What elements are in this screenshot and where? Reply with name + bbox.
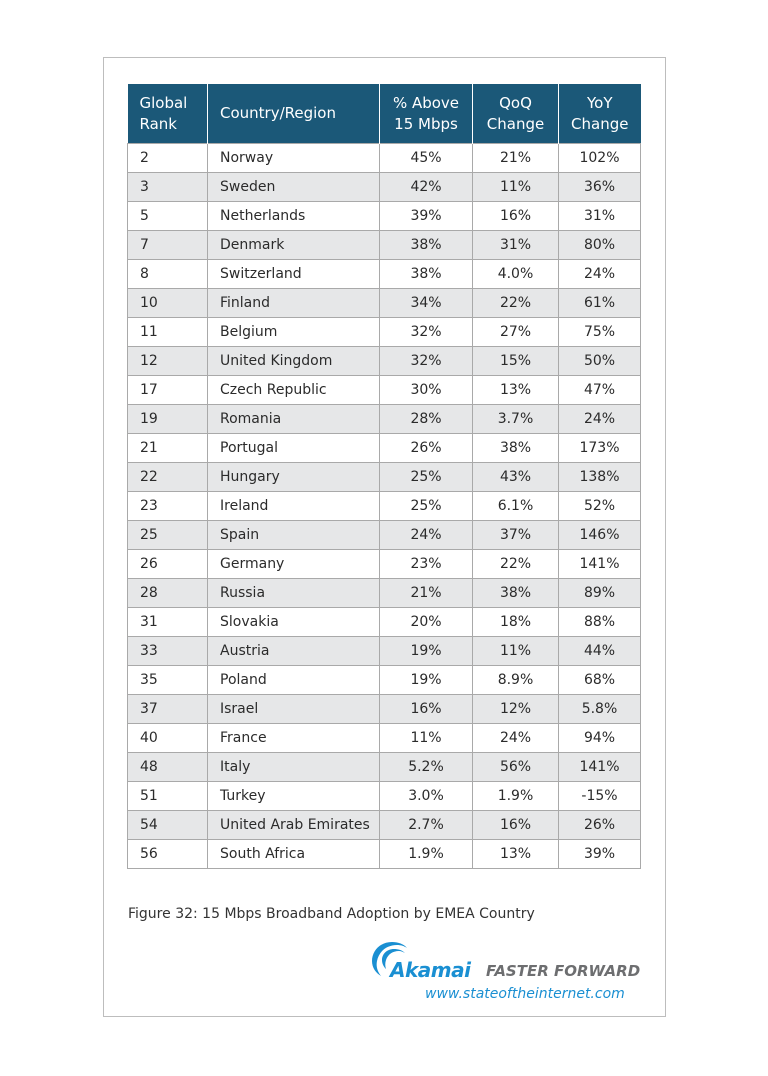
- cell-country-region: France: [208, 724, 380, 753]
- cell-country-region: Finland: [208, 289, 380, 318]
- cell-global-rank: 11: [128, 318, 208, 347]
- cell-above-15mbps: 21%: [380, 579, 473, 608]
- cell-global-rank: 7: [128, 231, 208, 260]
- table-row: [128, 434, 641, 463]
- cell-above-15mbps: 25%: [380, 463, 473, 492]
- cell-global-rank: 19: [128, 405, 208, 434]
- header-global-rank: [128, 84, 208, 144]
- cell-above-15mbps: 3.0%: [380, 782, 473, 811]
- cell-qoq-change: 22%: [473, 550, 559, 579]
- cell-yoy-change: 52%: [559, 492, 641, 521]
- table-row: [128, 782, 641, 811]
- akamai-wordmark: Akamai: [390, 958, 471, 982]
- cell-yoy-change: 89%: [559, 579, 641, 608]
- cell-above-15mbps: 39%: [380, 202, 473, 231]
- website-url: www.stateoftheinternet.com: [425, 986, 625, 1002]
- cell-country-region: Czech Republic: [208, 376, 380, 405]
- table-row: [128, 840, 641, 869]
- cell-qoq-change: 56%: [473, 753, 559, 782]
- table-row: [128, 492, 641, 521]
- cell-global-rank: 56: [128, 840, 208, 869]
- header-qoq-line2: Change: [486, 114, 545, 133]
- cell-above-15mbps: 32%: [380, 318, 473, 347]
- cell-qoq-change: 15%: [473, 347, 559, 376]
- table-row: [128, 144, 641, 173]
- cell-yoy-change: 94%: [559, 724, 641, 753]
- cell-yoy-change: -15%: [559, 782, 641, 811]
- header-global-rank-line1: Global: [139, 93, 188, 112]
- header-global-rank-line2: Rank: [139, 114, 177, 133]
- cell-yoy-change: 68%: [559, 666, 641, 695]
- akamai-tagline: FASTER FORWARD: [486, 962, 641, 980]
- cell-yoy-change: 39%: [559, 840, 641, 869]
- cell-yoy-change: 138%: [559, 463, 641, 492]
- cell-above-15mbps: 11%: [380, 724, 473, 753]
- header-qoq-line1: QoQ: [499, 93, 532, 112]
- table-row: [128, 173, 641, 202]
- cell-qoq-change: 8.9%: [473, 666, 559, 695]
- table-row: [128, 579, 641, 608]
- cell-global-rank: 22: [128, 463, 208, 492]
- header-country-region: Country/Region: [208, 84, 380, 144]
- cell-country-region: Hungary: [208, 463, 380, 492]
- cell-country-region: Netherlands: [208, 202, 380, 231]
- cell-above-15mbps: 28%: [380, 405, 473, 434]
- cell-global-rank: 25: [128, 521, 208, 550]
- cell-yoy-change: 61%: [559, 289, 641, 318]
- table-body: [128, 144, 641, 869]
- cell-country-region: Italy: [208, 753, 380, 782]
- cell-above-15mbps: 32%: [380, 347, 473, 376]
- cell-above-15mbps: 5.2%: [380, 753, 473, 782]
- table-row: [128, 405, 641, 434]
- cell-above-15mbps: 45%: [380, 144, 473, 173]
- cell-above-15mbps: 38%: [380, 231, 473, 260]
- cell-country-region: South Africa: [208, 840, 380, 869]
- cell-global-rank: 12: [128, 347, 208, 376]
- table-row: [128, 376, 641, 405]
- cell-global-rank: 17: [128, 376, 208, 405]
- header-yoy-line1: YoY: [586, 93, 613, 112]
- cell-qoq-change: 24%: [473, 724, 559, 753]
- header-yoy-change: [559, 84, 641, 144]
- cell-above-15mbps: 30%: [380, 376, 473, 405]
- cell-global-rank: 8: [128, 260, 208, 289]
- cell-above-15mbps: 19%: [380, 637, 473, 666]
- cell-yoy-change: 31%: [559, 202, 641, 231]
- cell-yoy-change: 173%: [559, 434, 641, 463]
- cell-above-15mbps: 26%: [380, 434, 473, 463]
- cell-global-rank: 21: [128, 434, 208, 463]
- cell-yoy-change: 47%: [559, 376, 641, 405]
- cell-qoq-change: 12%: [473, 695, 559, 724]
- cell-country-region: Sweden: [208, 173, 380, 202]
- cell-yoy-change: 5.8%: [559, 695, 641, 724]
- header-above-line2: 15 Mbps: [394, 114, 458, 133]
- cell-qoq-change: 13%: [473, 840, 559, 869]
- cell-above-15mbps: 38%: [380, 260, 473, 289]
- broadband-adoption-table: [127, 84, 641, 869]
- cell-qoq-change: 13%: [473, 376, 559, 405]
- cell-country-region: Ireland: [208, 492, 380, 521]
- cell-country-region: United Arab Emirates: [208, 811, 380, 840]
- header-above-15mbps: [380, 84, 473, 144]
- cell-country-region: Romania: [208, 405, 380, 434]
- cell-qoq-change: 6.1%: [473, 492, 559, 521]
- table-row: [128, 318, 641, 347]
- table-row: [128, 521, 641, 550]
- cell-yoy-change: 44%: [559, 637, 641, 666]
- table-row: [128, 637, 641, 666]
- cell-qoq-change: 3.7%: [473, 405, 559, 434]
- akamai-logo: [370, 938, 640, 988]
- cell-country-region: Israel: [208, 695, 380, 724]
- cell-above-15mbps: 20%: [380, 608, 473, 637]
- cell-country-region: Austria: [208, 637, 380, 666]
- cell-global-rank: 33: [128, 637, 208, 666]
- cell-global-rank: 31: [128, 608, 208, 637]
- cell-yoy-change: 24%: [559, 260, 641, 289]
- cell-above-15mbps: 34%: [380, 289, 473, 318]
- cell-yoy-change: 50%: [559, 347, 641, 376]
- cell-qoq-change: 18%: [473, 608, 559, 637]
- table-row: [128, 231, 641, 260]
- cell-global-rank: 26: [128, 550, 208, 579]
- cell-global-rank: 2: [128, 144, 208, 173]
- table-row: [128, 347, 641, 376]
- table-row: [128, 463, 641, 492]
- cell-qoq-change: 21%: [473, 144, 559, 173]
- table-row: [128, 666, 641, 695]
- cell-country-region: Denmark: [208, 231, 380, 260]
- cell-above-15mbps: 42%: [380, 173, 473, 202]
- table-header-row: [128, 84, 641, 144]
- cell-global-rank: 10: [128, 289, 208, 318]
- cell-yoy-change: 141%: [559, 753, 641, 782]
- cell-global-rank: 40: [128, 724, 208, 753]
- cell-global-rank: 51: [128, 782, 208, 811]
- cell-global-rank: 3: [128, 173, 208, 202]
- cell-above-15mbps: 24%: [380, 521, 473, 550]
- table-row: [128, 289, 641, 318]
- cell-qoq-change: 37%: [473, 521, 559, 550]
- cell-yoy-change: 88%: [559, 608, 641, 637]
- cell-country-region: Turkey: [208, 782, 380, 811]
- table-row: [128, 608, 641, 637]
- cell-global-rank: 37: [128, 695, 208, 724]
- cell-country-region: Switzerland: [208, 260, 380, 289]
- cell-qoq-change: 11%: [473, 173, 559, 202]
- header-above-line1: % Above: [392, 93, 460, 112]
- cell-country-region: Belgium: [208, 318, 380, 347]
- cell-qoq-change: 38%: [473, 434, 559, 463]
- cell-yoy-change: 24%: [559, 405, 641, 434]
- table-row: [128, 260, 641, 289]
- cell-above-15mbps: 1.9%: [380, 840, 473, 869]
- table-row: [128, 695, 641, 724]
- cell-qoq-change: 43%: [473, 463, 559, 492]
- cell-above-15mbps: 2.7%: [380, 811, 473, 840]
- figure-caption: Figure 32: 15 Mbps Broadband Adoption by EMEA Country: [128, 906, 535, 922]
- cell-above-15mbps: 19%: [380, 666, 473, 695]
- cell-qoq-change: 38%: [473, 579, 559, 608]
- cell-country-region: United Kingdom: [208, 347, 380, 376]
- cell-yoy-change: 141%: [559, 550, 641, 579]
- cell-above-15mbps: 16%: [380, 695, 473, 724]
- cell-yoy-change: 102%: [559, 144, 641, 173]
- cell-above-15mbps: 25%: [380, 492, 473, 521]
- table-row: [128, 753, 641, 782]
- header-qoq-change: [473, 84, 559, 144]
- cell-global-rank: 54: [128, 811, 208, 840]
- cell-qoq-change: 22%: [473, 289, 559, 318]
- table-row: [128, 202, 641, 231]
- cell-yoy-change: 36%: [559, 173, 641, 202]
- cell-global-rank: 28: [128, 579, 208, 608]
- cell-country-region: Portugal: [208, 434, 380, 463]
- cell-country-region: Norway: [208, 144, 380, 173]
- cell-qoq-change: 27%: [473, 318, 559, 347]
- cell-above-15mbps: 23%: [380, 550, 473, 579]
- cell-country-region: Germany: [208, 550, 380, 579]
- cell-global-rank: 48: [128, 753, 208, 782]
- cell-country-region: Slovakia: [208, 608, 380, 637]
- cell-qoq-change: 11%: [473, 637, 559, 666]
- cell-yoy-change: 26%: [559, 811, 641, 840]
- cell-yoy-change: 80%: [559, 231, 641, 260]
- cell-yoy-change: 146%: [559, 521, 641, 550]
- cell-country-region: Poland: [208, 666, 380, 695]
- cell-qoq-change: 31%: [473, 231, 559, 260]
- table-row: [128, 811, 641, 840]
- header-yoy-line2: Change: [571, 114, 629, 133]
- cell-global-rank: 5: [128, 202, 208, 231]
- cell-country-region: Spain: [208, 521, 380, 550]
- cell-qoq-change: 1.9%: [473, 782, 559, 811]
- cell-country-region: Russia: [208, 579, 380, 608]
- cell-global-rank: 35: [128, 666, 208, 695]
- cell-qoq-change: 16%: [473, 202, 559, 231]
- table-row: [128, 550, 641, 579]
- cell-yoy-change: 75%: [559, 318, 641, 347]
- table-row: [128, 724, 641, 753]
- cell-global-rank: 23: [128, 492, 208, 521]
- cell-qoq-change: 4.0%: [473, 260, 559, 289]
- cell-qoq-change: 16%: [473, 811, 559, 840]
